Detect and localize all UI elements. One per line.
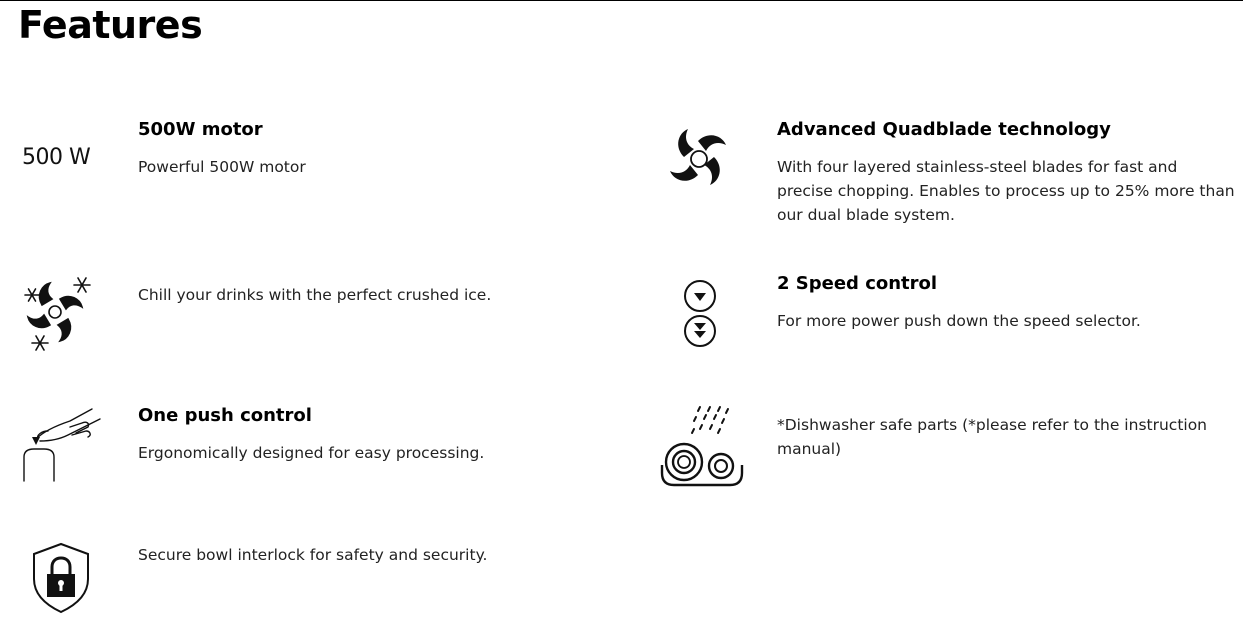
feature-description: Secure bowl interlock for safety and security. bbox=[138, 546, 488, 564]
feature-500w-motor bbox=[20, 115, 620, 195]
feature-description: *Dishwasher safe parts (*please refer to the instruction manual) bbox=[777, 416, 1208, 458]
feature-title: Advanced Quadblade technology bbox=[777, 119, 1111, 140]
push-hand-icon bbox=[20, 401, 104, 489]
feature-description: For more power push down the speed selector. bbox=[777, 312, 1141, 330]
page-title: Features bbox=[18, 3, 203, 47]
500w-icon bbox=[22, 145, 90, 170]
feature-description: Ergonomically designed for easy processing. bbox=[138, 444, 485, 462]
ice-crush-icon bbox=[20, 271, 98, 361]
speed-control-icon bbox=[682, 279, 718, 355]
lock-shield-icon bbox=[30, 541, 92, 619]
feature-secure-interlock bbox=[20, 537, 620, 627]
feature-crushed-ice bbox=[20, 271, 620, 361]
dishwasher-icon bbox=[660, 403, 744, 493]
feature-quadblade bbox=[660, 115, 1240, 235]
feature-title: One push control bbox=[138, 405, 312, 426]
feature-description: Chill your drinks with the perfect crushed ice. bbox=[138, 286, 492, 304]
quadblade-icon bbox=[668, 127, 732, 197]
feature-description: With four layered stainless-steel blades for fast and precise chopping. Enables to process up to 25% more than our dual blade system. bbox=[777, 158, 1235, 224]
feature-2-speed-control bbox=[660, 269, 1240, 359]
500w-icon-label: 500 W bbox=[22, 145, 91, 170]
feature-title: 500W motor bbox=[138, 119, 263, 140]
feature-one-push-control bbox=[20, 401, 620, 491]
feature-description: Powerful 500W motor bbox=[138, 158, 306, 176]
feature-title: 2 Speed control bbox=[777, 273, 938, 294]
feature-dishwasher-safe bbox=[660, 401, 1240, 501]
